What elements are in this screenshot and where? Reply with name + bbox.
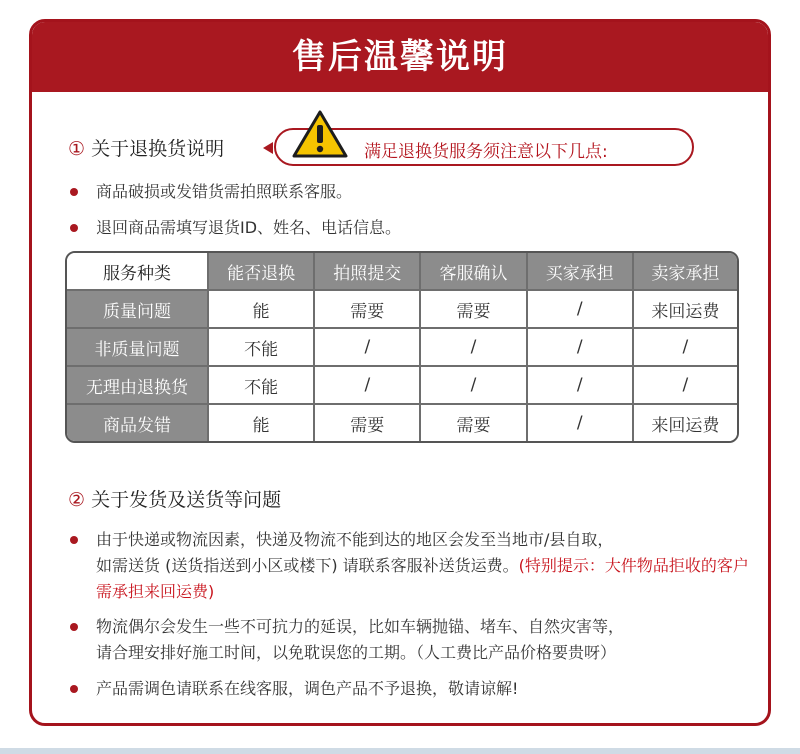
table-cell: 能 [209,291,315,329]
bullet-text: 商品破损或发错货需拍照联系客服。 [96,182,353,201]
table-cell: / [634,367,737,405]
table-cell: / [528,291,634,329]
table-header-row [67,253,737,291]
after-sales-card [29,19,771,726]
section2-title [68,485,281,512]
section2-number: ② [68,489,86,511]
table-header-cell: 客服确认 [421,253,527,291]
bullet-text: 产品需调色请联系在线客服，调色产品不予退换，敬请谅解! [96,679,519,698]
list-item [70,614,750,666]
table-header-cell: 买家承担 [528,253,634,291]
bottom-divider [0,748,800,754]
bullet-text [70,614,750,666]
table-row [67,405,737,441]
table-row [67,291,737,329]
table-cell: 不能 [209,329,315,367]
table-row [67,329,737,367]
table-cell: / [634,329,737,367]
table-header-cell: 能否退换 [209,253,315,291]
table-cell: / [315,367,421,405]
bullet-text [70,527,750,605]
bullet-dot [70,188,78,196]
table-cell: 来回运费 [634,291,737,329]
card-title: 售后温馨说明 [32,22,768,92]
list-item [70,215,401,241]
table-cell: 商品发错 [67,405,209,441]
bullet-line: 如需送货 (送货指送到小区或楼下) 请联系客服补送货运费。 [96,556,519,575]
service-table [65,251,739,443]
table-cell: / [421,329,527,367]
table-cell: / [315,329,421,367]
table-cell: / [528,367,634,405]
bullet-line: 由于快递或物流因素，快递及物流不能到达的地区会发至当地市/县自取， [96,530,614,549]
bullet-dot [70,685,78,693]
bullet-line: 物流偶尔会发生一些不可抗力的延误，比如车辆抛锚、堵车、自然灾害等， [96,617,625,636]
bullet-line: 请合理安排好施工时间，以免耽误您的工期。（人工费比产品价格要贵呀） [96,643,617,662]
table-cell: 需要 [315,405,421,441]
bullet-text: 退回商品需填写退货ID、姓名、电话信息。 [96,218,402,237]
table-cell: 来回运费 [634,405,737,441]
table-cell: 不能 [209,367,315,405]
table-cell: 需要 [421,291,527,329]
table-cell: 需要 [315,291,421,329]
section1-title [68,134,224,161]
list-item [70,527,750,605]
table-header-cell: 服务种类 [67,253,209,291]
table-cell: 能 [209,405,315,441]
table-cell: 质量问题 [67,291,209,329]
table-cell: / [528,405,634,441]
bullet-dot [70,224,78,232]
table-cell: 非质量问题 [67,329,209,367]
warning-triangle-icon [290,108,350,160]
table-cell: / [421,367,527,405]
table-cell: / [528,329,634,367]
table-row [67,367,737,405]
table-cell: 需要 [421,405,527,441]
table-header-cell: 拍照提交 [315,253,421,291]
section1-title-text: 关于退换货说明 [91,138,225,160]
notice-text: 满足退换货服务须注意以下几点: [364,142,608,162]
bullet-dot [70,536,78,544]
section1-number: ① [68,138,86,160]
list-item [70,676,750,702]
bullet-dot [70,623,78,631]
section2-title-text: 关于发货及送货等问题 [91,489,282,511]
special-notice-text: (特别提示：大件物品拒收的客户需承担来回运费) [96,556,749,601]
table-header-cell: 卖家承担 [634,253,737,291]
list-item [70,179,352,205]
table-cell: 无理由退换货 [67,367,209,405]
notice-pointer-arrow [263,142,273,154]
